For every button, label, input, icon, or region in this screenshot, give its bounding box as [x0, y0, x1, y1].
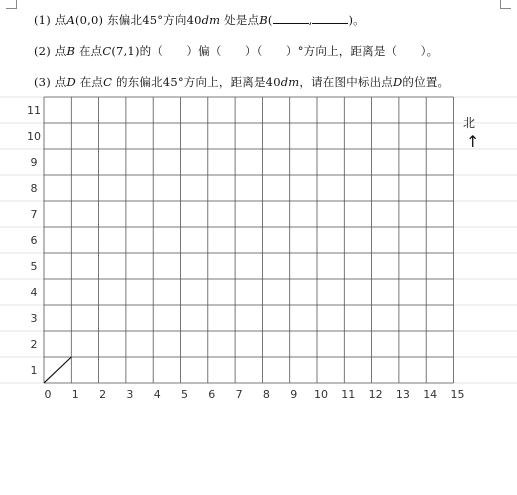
question-text: 点 [54, 13, 67, 27]
unit: dm [280, 75, 300, 89]
question-text: 的东偏北45°方向上，距离是40 [116, 75, 281, 89]
question-number: (2) [34, 44, 51, 58]
x-axis-label: 5 [181, 388, 188, 401]
question-text: 东偏北45°方向40 [107, 13, 202, 27]
question-text: 在点 [78, 44, 103, 58]
point-label-d: D [393, 75, 403, 89]
x-axis-label: 13 [395, 388, 410, 401]
direction-segment [44, 357, 71, 383]
y-axis-label: 9 [30, 156, 38, 169]
question-number: (3) [34, 75, 51, 89]
x-axis-label: 7 [235, 388, 243, 401]
point-coordinates: (7,1) [111, 44, 140, 58]
point-label-c: C [102, 44, 112, 58]
x-axis-label: 10 [314, 388, 328, 401]
y-axis-label: 10 [27, 130, 41, 143]
question-number: (1) [34, 13, 51, 27]
point-label-c: C [103, 75, 113, 89]
question-text: 点 [54, 44, 67, 58]
question-text: 处是点 [224, 13, 260, 27]
x-axis-label: 12 [368, 388, 383, 401]
x-axis-label: 1 [71, 388, 79, 401]
north-label: 北 [463, 116, 476, 130]
x-axis-label: 15 [450, 388, 465, 401]
x-axis-label: 9 [290, 388, 298, 401]
y-axis-label: 7 [30, 208, 38, 221]
y-axis-label: 5 [30, 260, 38, 273]
x-axis-label: 11 [341, 388, 356, 401]
y-axis-label: 3 [30, 312, 38, 325]
x-axis-label: 6 [208, 388, 216, 401]
question-text: 的位置。 [402, 75, 450, 89]
x-axis-label: 0 [44, 388, 52, 401]
bracket-close: )。 [348, 13, 365, 27]
point-coordinates: (0,0) [74, 13, 104, 27]
y-axis-label: 6 [30, 234, 38, 247]
point-label-b: B [66, 44, 76, 58]
y-axis-label: 11 [27, 104, 41, 117]
north-arrow-icon: ↑ [466, 132, 480, 151]
question-text: 点 [54, 75, 67, 89]
x-axis-label: 2 [99, 388, 107, 401]
question-text: 在点 [79, 75, 104, 89]
y-axis-label: 2 [30, 338, 38, 351]
point-label-b: B [259, 13, 268, 27]
y-axis-label: 4 [30, 286, 38, 299]
comma: , [308, 13, 313, 27]
x-axis-label: 4 [153, 388, 161, 401]
point-label-d: D [66, 75, 76, 89]
y-axis-label: 1 [30, 364, 38, 377]
question-text: ，请在图中标出点 [299, 75, 393, 89]
x-axis-label: 14 [423, 388, 438, 401]
question-text: 的（ ）偏（ ）（ ）°方向上，距离是（ ）。 [139, 44, 439, 58]
x-axis-label: 3 [126, 388, 134, 401]
point-label-a: A [66, 13, 75, 27]
x-axis-label: 8 [262, 388, 270, 401]
bracket-open: ( [267, 13, 273, 27]
unit: dm [201, 13, 221, 27]
y-axis-label: 8 [30, 182, 38, 195]
